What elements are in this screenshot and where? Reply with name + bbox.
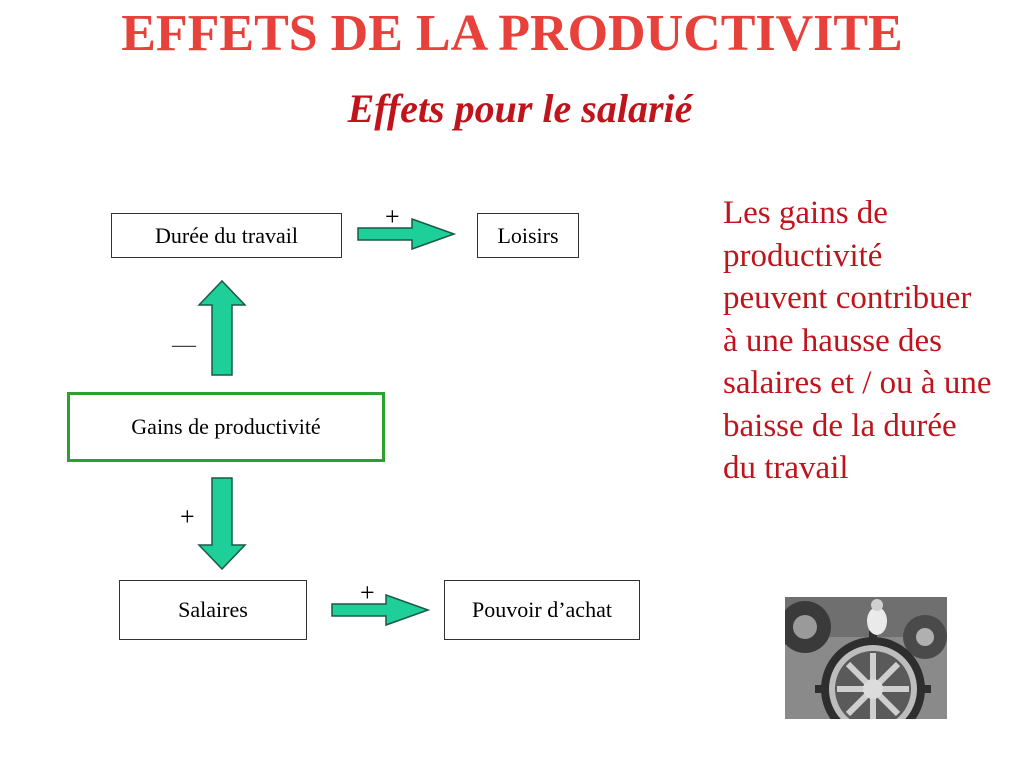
node-pouvoir-d-achat: Pouvoir d’achat — [444, 580, 640, 640]
sign-salaires-pouvoir: + — [360, 578, 375, 607]
sign-gains-duree: — — [172, 332, 196, 358]
node-gains-de-productivite: Gains de productivité — [67, 392, 385, 462]
gears-photo-icon — [785, 597, 947, 719]
explanation-text: Les gains de productivité peuvent contribuer à une hausse des salaires et / ou à une baisse de la durée du travail — [723, 195, 992, 486]
arrow-gains-to-salaires — [199, 478, 245, 569]
sign-duree-loisirs: + — [385, 202, 400, 231]
node-salaires: Salaires — [119, 580, 307, 640]
arrow-salaires-to-pouvoir — [332, 595, 428, 625]
node-duree-du-travail: Durée du travail — [111, 213, 342, 258]
sign-gains-salaires: + — [180, 502, 195, 531]
slide-title: EFFETS DE LA PRODUCTIVITE — [121, 5, 903, 62]
arrow-duree-to-loisirs — [358, 219, 454, 249]
node-loisirs: Loisirs — [477, 213, 579, 258]
arrow-gains-to-duree — [199, 281, 245, 375]
slide-subtitle: Effets pour le salarié — [347, 86, 693, 131]
